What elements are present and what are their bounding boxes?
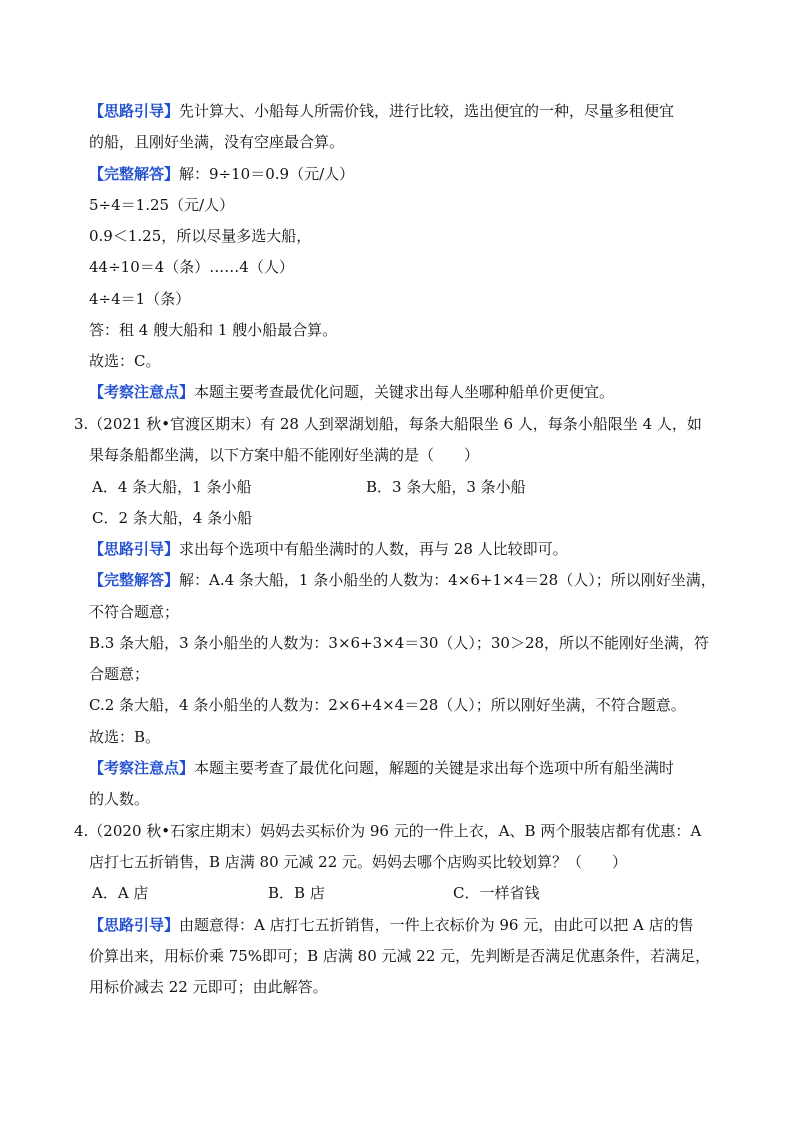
- line-18: [89, 602, 179, 622]
- line-text: 用标价减去 22 元即可；由此解答。: [89, 978, 328, 996]
- option-a: [92, 883, 148, 903]
- line-16: [89, 539, 568, 559]
- section-tag: 【考察注意点】: [89, 383, 195, 401]
- line-1: [89, 101, 674, 121]
- line-31: [89, 946, 710, 966]
- line-32: [89, 977, 328, 997]
- option-b: [268, 883, 325, 903]
- line-10: [89, 382, 614, 402]
- line-text: 的人数。: [89, 790, 150, 808]
- question-3: [74, 414, 702, 434]
- line-text: 店打七五折销售，B 店满 80 元减 22 元。妈妈去哪个店购买比较划算？（ ）: [89, 853, 628, 871]
- section-tag: 【思路引导】: [89, 540, 180, 558]
- line-text: 解：9÷10＝0.9（元/人）: [179, 165, 355, 183]
- line-26: [89, 852, 627, 872]
- line-text: B．3 条大船，3 条小船: [366, 478, 526, 496]
- option-c: [453, 883, 539, 903]
- line-text: 果每条船都坐满，以下方案中船不能刚好坐满的是（ ）: [89, 446, 480, 464]
- line-text: 0.9＜1.25，所以尽量多选大船，: [89, 227, 312, 245]
- line-text: A．A 店: [92, 884, 149, 902]
- line-19: [89, 633, 709, 653]
- option-b: [366, 477, 526, 497]
- line-8: [89, 320, 337, 340]
- line-text: 由题意得：A 店打七五折销售，一件上衣标价为 96 元，由此可以把 A 店的售: [179, 916, 694, 934]
- option-c: [92, 508, 252, 528]
- line-text: B.3 条大船，3 条小船坐的人数为：3×6+3×4＝30（人）；30＞28，所以不能刚好坐满，符: [89, 634, 710, 652]
- question-4: [74, 821, 701, 841]
- line-text: 价算出来，用标价乘 75%即可；B 店满 80 元减 22 元，先判断是否满足优惠条件，若满足，: [89, 947, 711, 965]
- line-text: 本题主要考查了最优化问题，解题的关键是求出每个选项中所有船坐满时: [194, 759, 675, 777]
- line-text: 解：A.4 条大船，1 条小船坐的人数为：4×6+1×4＝28（人）；所以刚好坐满，: [179, 571, 716, 589]
- line-text: 的船，且刚好坐满，没有空座最合算。: [89, 133, 345, 151]
- section-tag: 【思路引导】: [89, 102, 180, 120]
- line-text: 3.（2021 秋•官渡区期末）有 28 人到翠湖划船，每条大船限坐 6 人，每条小船限坐 4 人，如: [74, 415, 702, 433]
- line-23: [89, 758, 674, 778]
- section-tag: 【完整解答】: [89, 165, 180, 183]
- section-tag: 【考察注意点】: [89, 759, 195, 777]
- line-text: 不符合题意；: [89, 603, 180, 621]
- line-text: C.2 条大船，4 条小船坐的人数为：2×6+4×4＝28（人）；所以刚好坐满，不符合题意。: [89, 696, 686, 714]
- line-12: [89, 445, 479, 465]
- line-6: [89, 257, 294, 277]
- line-text: 求出每个选项中有船坐满时的人数，再与 28 人比较即可。: [179, 540, 568, 558]
- line-text: C．一样省钱: [453, 884, 540, 902]
- line-22: [89, 727, 160, 747]
- line-text: 5÷4＝1.25（元/人）: [89, 196, 235, 214]
- line-17: [89, 570, 716, 590]
- line-4: [89, 195, 234, 215]
- option-a: [92, 477, 251, 497]
- line-text: 先计算大、小船每人所需价钱，进行比较，选出便宜的一种，尽量多租便宜: [179, 102, 675, 120]
- line-30: [89, 915, 694, 935]
- line-3: [89, 164, 354, 184]
- line-7: [89, 289, 190, 309]
- line-text: 4÷4＝1（条）: [89, 290, 191, 308]
- line-20: [89, 664, 149, 684]
- line-text: 合题意；: [89, 665, 150, 683]
- line-text: 答：租 4 艘大船和 1 艘小船最合算。: [89, 321, 338, 339]
- section-tag: 【完整解答】: [89, 571, 180, 589]
- line-text: 44÷10＝4（条）……4（人）: [89, 258, 294, 276]
- line-text: 故选：C。: [89, 352, 161, 370]
- line-21: [89, 695, 686, 715]
- line-9: [89, 351, 160, 371]
- line-text: B．B 店: [268, 884, 325, 902]
- line-text: 4.（2020 秋•石家庄期末）妈妈去买标价为 96 元的一件上衣，A、B 两个服装店都有优惠：A: [74, 822, 702, 840]
- line-text: C．2 条大船，4 条小船: [92, 509, 253, 527]
- line-text: 本题主要考查最优化问题，关键求出每人坐哪种船单价更便宜。: [194, 383, 615, 401]
- line-5: [89, 226, 311, 246]
- line-24: [89, 789, 149, 809]
- section-tag: 【思路引导】: [89, 916, 180, 934]
- line-text: A．4 条大船，1 条小船: [92, 478, 252, 496]
- line-text: 故选：B。: [89, 728, 161, 746]
- line-2: [89, 132, 344, 152]
